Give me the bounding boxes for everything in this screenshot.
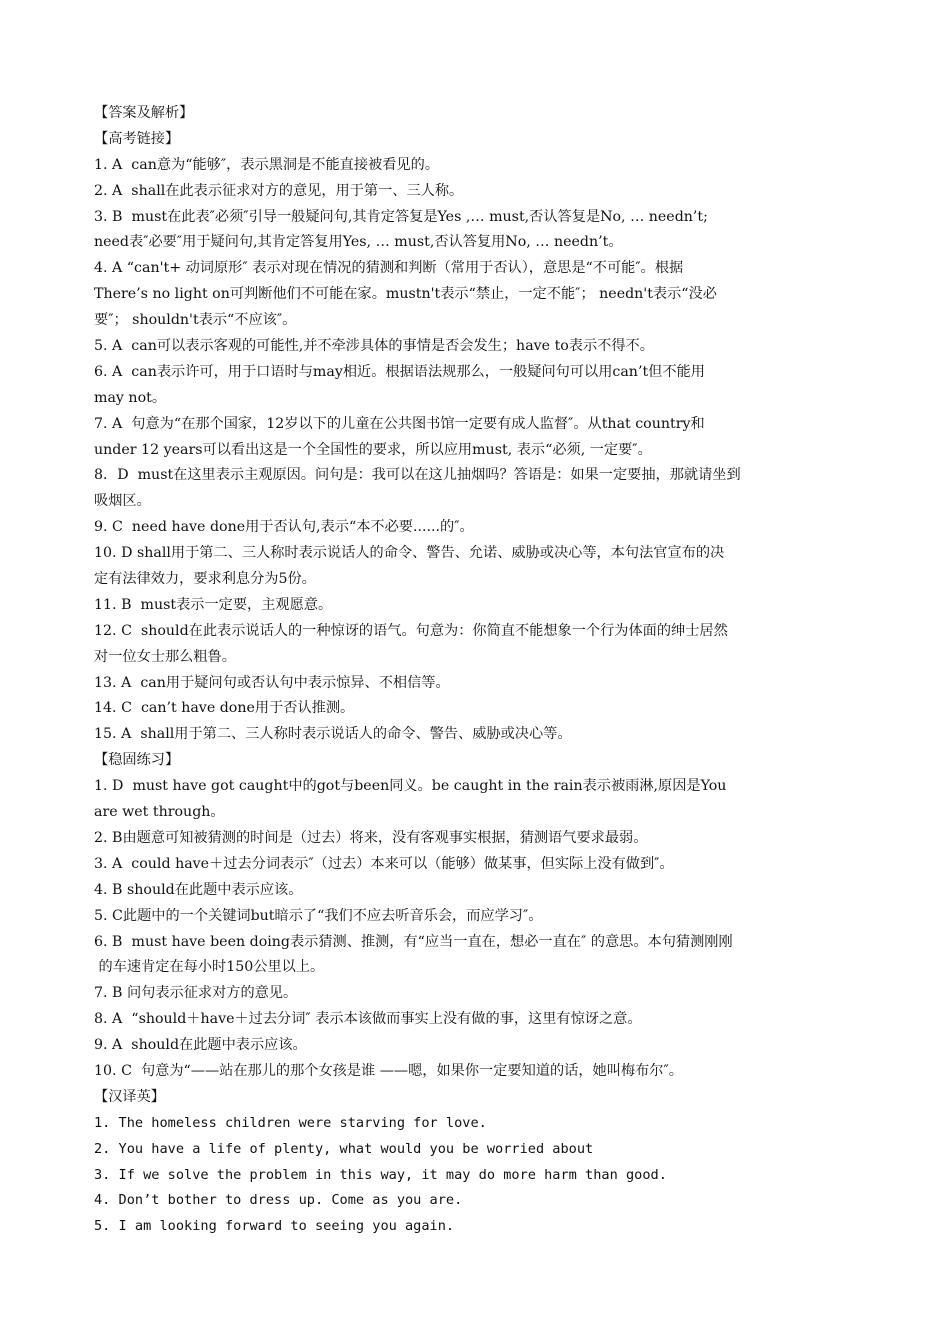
gaokao-line: 11. B must表示一定要，主观愿意。 <box>94 596 333 613</box>
translation-line: 3. If we solve the problem in this way, it may do more harm than good. <box>94 1166 667 1183</box>
gaokao-line: 吸烟区。 <box>94 493 151 510</box>
practice-line: 5. C此题中的一个关键词but暗示了“我们不应去听音乐会，而应学习″。 <box>94 907 543 924</box>
gaokao-line: There’s no light on可判断他们不可能在家。mustn't表示“禁止，一定不能″； needn't表示“没必 <box>94 286 717 303</box>
practice-line: 4. B should在此题中表示应该。 <box>94 881 303 898</box>
practice-line: 10. C 句意为“——站在那儿的那个女孩是谁 ——嗯，如果你一定要知道的话，她叫梅布尔″。 <box>94 1062 683 1079</box>
section-title: 【答案及解析】 <box>94 105 194 121</box>
practice-heading: 【稳固练习】 <box>94 752 180 769</box>
gaokao-line: 5. A can可以表示客观的可能性,并不牵涉具体的事情是否会发生；have to表示不得不。 <box>94 338 654 355</box>
gaokao-line: 15. A shall用于第二、三人称时表示说话人的命令、警告、威胁或决心等。 <box>94 726 572 743</box>
practice-line: 9. A should在此题中表示应该。 <box>94 1037 307 1054</box>
practice-line: 的车速肯定在每小时150公里以上。 <box>94 959 325 976</box>
gaokao-line: 10. D shall用于第二、三人称时表示说话人的命令、警告、允诺、威胁或决心等，本句法官宣布的决 <box>94 545 725 562</box>
translation-line: 2. You have a life of plenty, what would you be worried about <box>94 1140 594 1157</box>
practice-list <box>94 774 856 1085</box>
gaokao-line: 9. C need have done用于否认句,表示“本不必要......的″。 <box>94 519 474 536</box>
gaokao-line: 2. A shall在此表示征求对方的意见，用于第一、三人称。 <box>94 182 464 199</box>
practice-line: 8. A “should＋have＋过去分词″ 表示本该做而事实上没有做的事，这里有惊讶之意。 <box>94 1011 642 1028</box>
gaokao-line: 要″； shouldn't表示“不应该″。 <box>94 312 297 329</box>
gaokao-line: 13. A can用于疑问句或否认句中表示惊异、不相信等。 <box>94 674 450 691</box>
gaokao-line: 14. C can’t have done用于否认推测。 <box>94 700 355 717</box>
gaokao-line: 4. A “can't+ 动词原形″ 表示对现在情况的猜测和判断（常用于否认），意思是“不可能″。根据 <box>94 260 684 277</box>
translation-line: 4. Don’t bother to dress up. Come as you are. <box>94 1192 463 1209</box>
practice-line: 1. D must have got caught中的got与been同义。be caught in the rain表示被雨淋,原因是You <box>94 778 727 795</box>
gaokao-line: may not。 <box>94 389 167 406</box>
practice-line: 2. B由题意可知被猜测的时间是（过去）将来，没有客观事实根据，猜测语气要求最弱。 <box>94 829 648 846</box>
gaokao-line: under 12 years可以看出这是一个全国性的要求，所以应用must, 表示“必须, 一定要″。 <box>94 441 652 458</box>
practice-line: are wet through。 <box>94 804 225 821</box>
translation-list <box>94 1111 856 1240</box>
gaokao-line: 3. B must在此表″必须″引导一般疑问句,其肯定答复是Yes ,… must,否认答复是No, … needn’t; <box>94 208 708 225</box>
gaokao-line: 对一位女士那么粗鲁。 <box>94 648 236 665</box>
practice-line: 7. B 问句表示征求对方的意见。 <box>94 985 298 1002</box>
gaokao-line: 8．D must在这里表示主观原因。问句是：我可以在这儿抽烟吗？答语是：如果一定要抽，那就请坐到 <box>94 467 741 484</box>
gaokao-line: 1. A can意为“能够″，表示黑洞是不能直接被看见的。 <box>94 156 439 173</box>
gaokao-line: 7. A 句意为“在那个国家，12岁以下的儿童在公共图书馆一定要有成人监督″。从that country和 <box>94 415 705 432</box>
answer-document <box>94 101 856 1240</box>
gaokao-line: need表″必要″用于疑问句,其肯定答复用Yes, … must,否认答复用No, … needn’t。 <box>94 234 623 251</box>
gaokao-line: 定有法律效力，要求利息分为5份。 <box>94 571 316 588</box>
practice-line: 3. A could have＋过去分词表示″（过去）本来可以（能够）做某事，但实际上没有做到″。 <box>94 855 674 872</box>
gaokao-list <box>94 153 856 748</box>
translation-line: 1. The homeless children were starving for love. <box>94 1114 487 1131</box>
practice-line: 6. B must have been doing表示猜测、推测，有“应当一直在，想必一直在″ 的意思。本句猜测刚刚 <box>94 933 733 950</box>
gaokao-line: 12. C should在此表示说话人的一种惊讶的语气。句意为：你简直不能想象一个行为体面的绅士居然 <box>94 622 728 639</box>
translation-heading: 【汉译英】 <box>94 1088 165 1105</box>
gaokao-heading: 【高考链接】 <box>94 130 180 147</box>
translation-line: 5. I am looking forward to seeing you again. <box>94 1218 455 1235</box>
gaokao-line: 6. A can表示许可，用于口语时与may相近。根据语法规那么，一般疑问句可以用can’t但不能用 <box>94 363 705 380</box>
